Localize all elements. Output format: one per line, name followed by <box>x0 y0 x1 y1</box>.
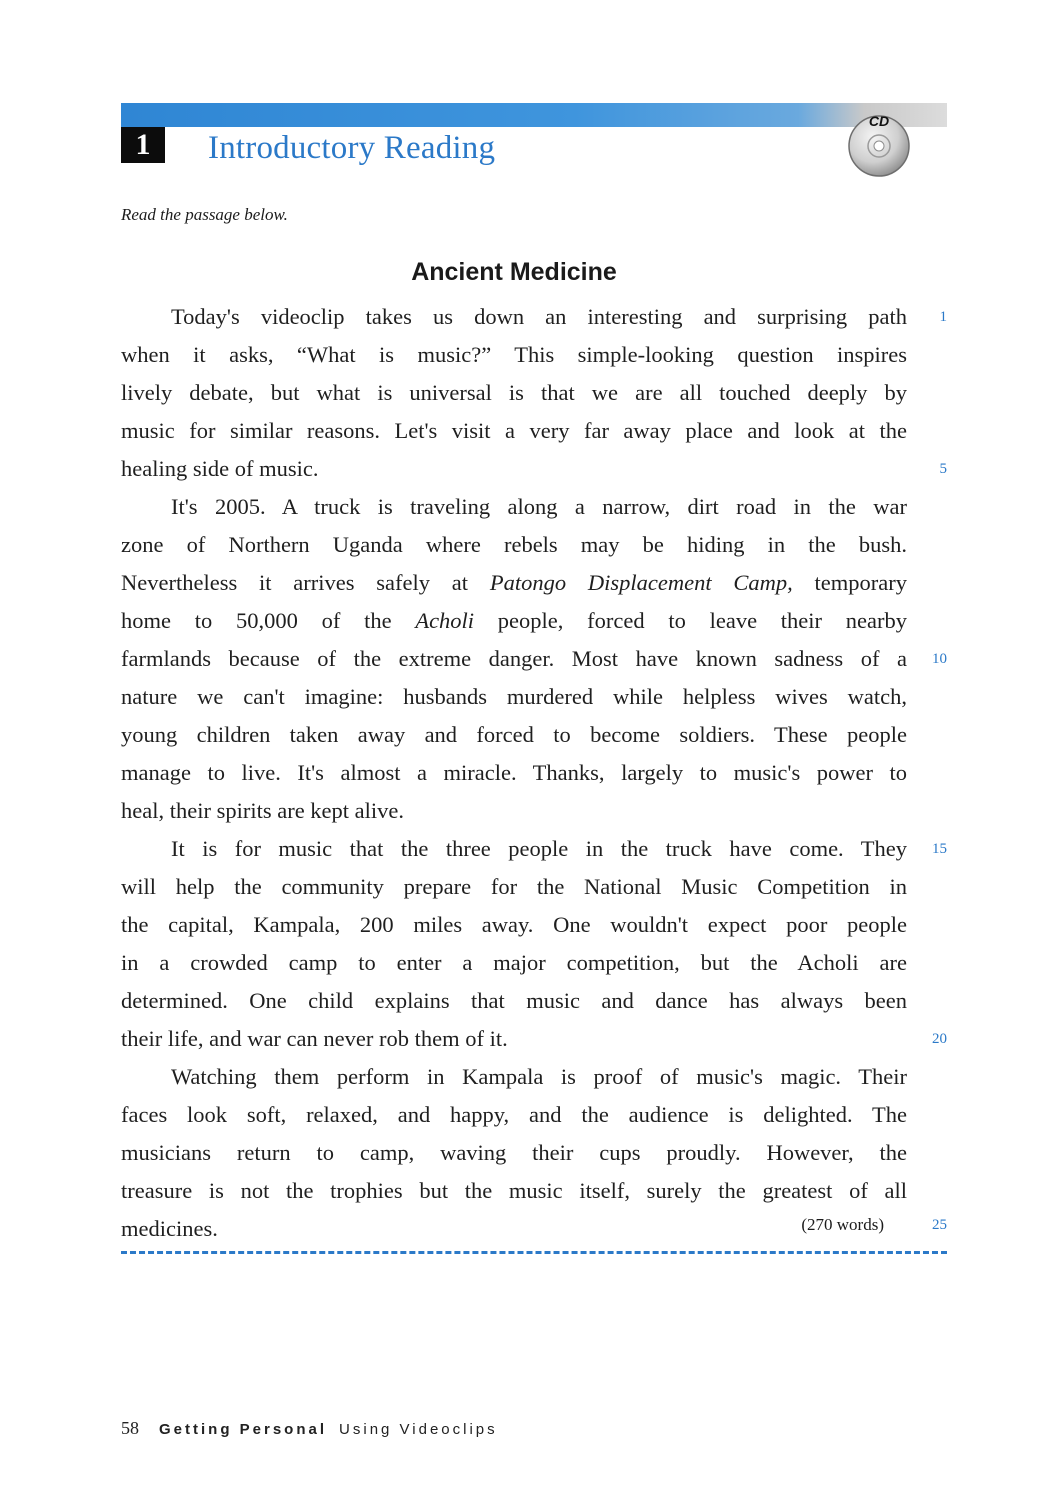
passage-line: their life, and war can never rob them of it. <box>121 1026 508 1051</box>
line-number: 10 <box>932 651 947 667</box>
passage-line: music for similar reasons. Let's visit a very far away place and look at the <box>121 418 907 443</box>
passage-text: Nevertheless it arrives safely at <box>121 570 490 595</box>
passage-line: lively debate, but what is universal is that we are all touched deeply by <box>121 380 907 405</box>
line-number: 1 <box>939 309 947 325</box>
passage-line: zone of Northern Uganda where rebels may be hiding in the bush. <box>121 532 907 557</box>
passage-line: musicians return to camp, waving their cups proudly. However, the <box>121 1140 907 1165</box>
reading-instruction: Read the passage below. <box>121 205 288 224</box>
dashed-divider <box>121 1251 947 1254</box>
line-number: 15 <box>932 841 947 857</box>
passage-line <box>121 564 907 602</box>
passage-line: It is for music that the three people in the truck have come. They <box>171 836 907 861</box>
passage-line: manage to live. It's almost a miracle. Thanks, largely to music's power to <box>121 760 907 785</box>
passage-line: in a crowded camp to enter a major competition, but the Acholi are <box>121 950 907 975</box>
page-footer <box>121 1418 498 1439</box>
book-series-title: Getting Personal <box>159 1421 328 1438</box>
cd-label: CD <box>868 113 890 129</box>
passage-line: when it asks, “What is music?” This simple-looking question inspires <box>121 342 907 367</box>
cd-icon <box>844 104 914 180</box>
section-number-badge: 1 <box>121 127 165 163</box>
passage-text: temporary <box>792 570 907 595</box>
book-subtitle: Using Videoclips <box>339 1421 498 1438</box>
people-name: Acholi <box>415 608 475 633</box>
passage-line: will help the community prepare for the National Music Competition in <box>121 874 907 899</box>
passage-line: Watching them perform in Kampala is proof of music's magic. Their <box>171 1064 907 1089</box>
passage-line: healing side of music. <box>121 456 319 481</box>
page-number: 58 <box>121 1418 139 1438</box>
article-title: Ancient Medicine <box>411 258 617 286</box>
passage-line: Today's videoclip takes us down an interesting and surprising path <box>171 304 907 329</box>
passage-line <box>121 602 907 640</box>
section-title: Introductory Reading <box>208 130 496 166</box>
section-header-bar <box>121 103 947 127</box>
passage-line: young children taken away and forced to become soldiers. These people <box>121 722 907 747</box>
passage-line: heal, their spirits are kept alive. <box>121 798 405 823</box>
passage-text: people, forced to leave their nearby <box>474 608 907 633</box>
line-number: 20 <box>932 1031 947 1047</box>
camp-name: Patongo Displacement Camp, <box>489 570 793 595</box>
word-count: (270 words) <box>801 1215 884 1234</box>
passage-line: nature we can't imagine: husbands murdered while helpless wives watch, <box>121 684 907 709</box>
passage-line: treasure is not the trophies but the music itself, surely the greatest of all <box>121 1178 907 1203</box>
passage-line: It's 2005. A truck is traveling along a narrow, dirt road in the war <box>171 494 907 519</box>
passage-line: faces look soft, relaxed, and happy, and the audience is delighted. The <box>121 1102 907 1127</box>
passage-line: the capital, Kampala, 200 miles away. One wouldn't expect poor people <box>121 912 907 937</box>
passage-line: farmlands because of the extreme danger. Most have known sadness of a <box>121 646 907 671</box>
passage-line: medicines. <box>121 1216 218 1241</box>
line-number: 25 <box>932 1217 947 1233</box>
line-number: 5 <box>939 461 947 477</box>
passage-line: determined. One child explains that music and dance has always been <box>121 988 907 1013</box>
passage-text: home to 50,000 of the <box>121 608 416 633</box>
